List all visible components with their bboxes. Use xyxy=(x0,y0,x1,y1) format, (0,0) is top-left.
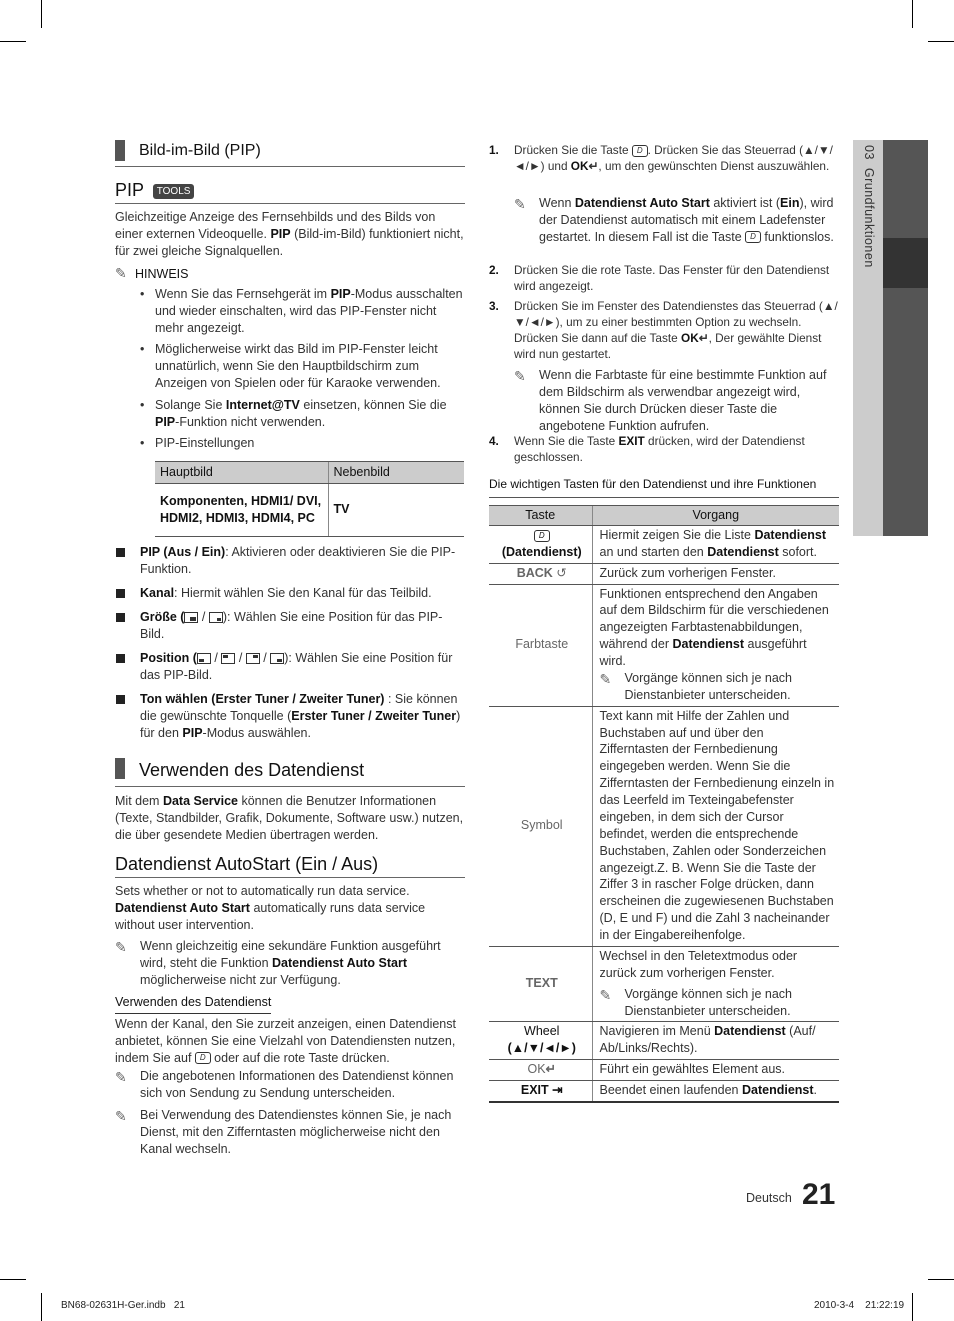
enter-icon: ↵ xyxy=(545,1062,557,1077)
table-row xyxy=(489,706,839,946)
sub-heading: Verwenden des Datendienst xyxy=(115,994,271,1014)
pos-top-left-icon xyxy=(221,653,235,664)
pencil-note-icon: ✎ xyxy=(115,1069,127,1085)
table-row xyxy=(489,1060,839,1081)
pip-settings-table xyxy=(155,461,464,537)
table-row xyxy=(489,1081,839,1102)
table-header: Taste xyxy=(489,506,592,526)
pencil-note-icon: ✎ xyxy=(115,1108,127,1124)
autostart-note: ✎ Wenn gleichzeitig eine sekundäre Funktion ausgeführt wird, steht die Funktion Datendienst Auto Start möglicherweise nicht zur Verfügung. xyxy=(115,939,441,987)
crop-mark xyxy=(41,1293,42,1321)
exit-icon: ⇥ xyxy=(552,1083,563,1097)
desc-cell: Navigieren im Menü Datendienst (Auf/ Ab/Links/Rechts). xyxy=(592,1022,839,1060)
tools-badge: TOOLS xyxy=(153,184,195,200)
table-row xyxy=(489,946,839,1022)
sub-text: Wenn der Kanal, den Sie zurzeit anzeigen, einen Datendienst anbietet, können Sie eine Vielzahl von Datendiensten nutzen, indem Sie auf D oder auf die rote Taste drücken. xyxy=(115,1017,456,1065)
pencil-note-icon: ✎ xyxy=(599,986,612,1003)
footer-language: Deutsch xyxy=(746,1191,792,1205)
crop-mark xyxy=(912,1293,913,1321)
crop-mark xyxy=(928,41,954,42)
key-cell: BACK ↺ xyxy=(489,563,592,584)
datendienst-intro: Mit dem Data Service können die Benutzer Informationen (Texte, Standbilder, Grafik, Dokumente, Software usw.) nutzen, die über gesendete Medien übertragen werden. xyxy=(115,794,464,842)
size-large-icon xyxy=(184,612,198,623)
page-number: 21 xyxy=(802,1178,836,1211)
desc-cell: Funktionen entsprechend den Angaben auf dem Bildschirm für die verschiedenen angezeigten Farbtastenabbildungen, während der Datendienst ausgeführt wird. ✎ Vorgänge können sich je nach Dienstanbieter unterscheiden. xyxy=(592,584,839,706)
keys-table-title: Die wichtigen Tasten für den Datendienst und ihre Funktionen xyxy=(489,476,839,498)
table-cell: Komponenten, HDMI1/ DVI, HDMI2, HDMI3, HDMI4, PC xyxy=(155,483,328,536)
key-cell: Wheel (▲/▼/◄/►) xyxy=(489,1022,592,1060)
chapter-tab-dark xyxy=(883,140,928,536)
keys-table xyxy=(489,505,839,1103)
key-cell: Symbol xyxy=(489,706,592,946)
pos-bottom-left-icon xyxy=(197,653,211,664)
menu-item-groesse: Größe ( / ): Wählen Sie eine Position für das PIP-Bild. xyxy=(115,609,465,643)
pos-bottom-right-icon xyxy=(270,653,284,664)
table-cell: TV xyxy=(328,483,464,536)
key-cell: Farbtaste xyxy=(489,584,592,706)
footer-file: BN68-02631H-Ger.indb 21 xyxy=(61,1300,185,1311)
step-3: 3. Drücken Sie im Fenster des Datendienstes das Steuerrad (▲/▼/◄/►), um zu einer bestimmten Option zu wechseln. Drücken Sie dann auf die Taste OK↵, Der gewählte Dienst wird nun gestartet. xyxy=(489,299,838,361)
menu-item-kanal: Kanal: Hiermit wählen Sie den Kanal für das Teilbild. xyxy=(115,585,465,602)
d-button-icon: D xyxy=(534,530,550,542)
table-row xyxy=(489,584,839,706)
pos-top-right-icon xyxy=(246,653,260,664)
d-button-icon: D xyxy=(632,145,648,157)
d-button-icon: D xyxy=(745,231,761,243)
table-header: Hauptbild xyxy=(155,462,328,484)
menu-item-pip: PIP (Aus / Ein): Aktivieren oder deaktivieren Sie die PIP-Funktion. xyxy=(115,544,465,578)
step-1-note: ✎ Wenn Datendienst Auto Start aktiviert ist (Ein), wird der Datendienst automatisch mit einem Ladefenster gestartet. In diesem Fall ist die Taste D funktionslos. xyxy=(514,196,834,244)
pip-title: PIP TOOLS xyxy=(115,178,465,204)
pencil-note-icon: ✎ xyxy=(514,196,526,212)
step-2: 2. Drücken Sie die rote Taste. Das Fenster für den Datendienst wird angezeigt. xyxy=(489,263,830,293)
pencil-note-icon: ✎ xyxy=(115,939,127,955)
desc-cell: Wechsel in den Teletextmodus oder zurück zum vorherigen Fenster. ✎ Vorgänge können sich je nach Dienstanbieter unterscheiden. xyxy=(592,946,839,1022)
step-3-note: ✎ Wenn die Farbtaste für eine bestimmte Funktion auf dem Bildschirm als verwendbar angezeigt wird, können Sie durch Drücken dieser Taste die angebotene Funktion aufrufen. xyxy=(514,368,827,433)
table-header: Nebenbild xyxy=(328,462,464,484)
desc-cell: Hiermit zeigen Sie die Liste Datendienst an und starten den Datendienst sofort. xyxy=(592,525,839,563)
menu-item-ton: Ton wählen (Erster Tuner / Zweiter Tuner) : Sie können die gewünschte Tonquelle (Erster Tuner / Zweiter Tuner) für den PIP-Modus auswählen. xyxy=(115,691,465,742)
step-1: 1. Drücken Sie die Taste D . Drücken Sie das Steuerrad (▲/▼/◄/►) und OK↵, um den gewünschten Dienst auszuwählen. xyxy=(489,143,833,173)
pencil-note-icon: ✎ xyxy=(115,265,127,281)
table-row xyxy=(489,1022,839,1060)
desc-cell: Text kann mit Hilfe der Zahlen und Buchstaben auf und über den Zifferntasten der Fernbedienung eingegeben werden. Wenn Sie die Zifferntasten der Fernbedienung einzeln in das Leerfeld im Texteingabefenster eingeben, in dem sich der Cursor befindet, werden die entsprechende Buchstaben, Zahlen oder Sonderzeichen angezeigt.Z. B. Wenn Sie die Taste der Ziffer 3 in rascher Folge drücken, dann erscheinen die zugewiesenen Buchstaben (D, E und F) und die Zahl 3 nacheinander in der Eingabereihenfolge. xyxy=(592,706,839,946)
table-row xyxy=(489,525,839,563)
enter-icon: ↵ xyxy=(698,330,709,345)
hinweis-label: ✎ HINWEIS xyxy=(115,265,189,281)
autostart-title: Datendienst AutoStart (Ein / Aus) xyxy=(115,852,465,878)
menu-item-position: Position ( / / / ): Wählen Sie eine Position für das PIP-Bild. xyxy=(115,650,465,684)
section-heading-pip: Bild-im-Bild (PIP) xyxy=(115,140,465,167)
crop-mark xyxy=(928,1279,954,1280)
autostart-text: Sets whether or not to automatically run data service. Datendienst Auto Start automatically runs data service without user intervention. xyxy=(115,884,426,932)
crop-mark xyxy=(0,41,26,42)
crop-mark xyxy=(0,1279,26,1280)
pip-intro: Gleichzeitige Anzeige des Fernsehbilds und des Bilds von einer externen Videoquelle. PIP (Bild-im-Bild) funktioniert nicht, für zwei gleiche Signalquellen. xyxy=(115,210,464,258)
crop-mark xyxy=(41,0,42,28)
key-cell: EXIT ⇥ xyxy=(489,1081,592,1102)
size-small-icon xyxy=(209,612,223,623)
table-header: Vorgang xyxy=(592,506,839,526)
step-4: 4. Wenn Sie die Taste EXIT drücken, wird der Datendienst geschlossen. xyxy=(489,434,805,464)
note: ✎ Die angebotenen Informationen des Datendienst können sich von Sendung zu Sendung unterscheiden. xyxy=(115,1069,454,1100)
chapter-label: 03 Grundfunktionen xyxy=(861,145,876,268)
section-heading-datendienst: Verwenden des Datendienst xyxy=(115,758,465,787)
desc-cell: Zurück zum vorherigen Fenster. xyxy=(592,563,839,584)
key-cell: D (Datendienst) xyxy=(489,525,592,563)
d-button-icon: D xyxy=(195,1052,211,1064)
note: ✎ Bei Verwendung des Datendienstes können Sie, je nach Dienst, mit den Zifferntasten möglicherweise nicht den Kanal wechseln. xyxy=(115,1108,452,1156)
key-cell: TEXT xyxy=(489,946,592,1022)
pencil-note-icon: ✎ xyxy=(514,368,526,384)
pip-bullet: • Solange Sie Internet@TV einsetzen, können Sie die PIP-Funktion nicht verwenden. xyxy=(140,397,465,431)
enter-icon: ↵ xyxy=(588,158,599,173)
footer-date: 2010-3-4 21:22:19 xyxy=(814,1300,905,1311)
desc-cell: Beendet einen laufenden Datendienst. xyxy=(592,1081,839,1102)
crop-mark xyxy=(912,0,913,28)
key-cell: OK↵ xyxy=(489,1060,592,1081)
pencil-note-icon: ✎ xyxy=(599,670,612,687)
chapter-tab-marker xyxy=(883,238,928,288)
back-icon: ↺ xyxy=(556,565,567,580)
desc-cell: Führt ein gewähltes Element aus. xyxy=(592,1060,839,1081)
pip-bullet: • PIP-Einstellungen xyxy=(140,435,465,452)
pip-bullet: • Wenn Sie das Fernsehgerät im PIP-Modus ausschalten und wieder einschalten, wird das PIP-Fenster nicht mehr angezeigt. xyxy=(140,286,465,337)
table-row xyxy=(489,563,839,584)
pip-bullet: • Möglicherweise wirkt das Bild im PIP-Fenster leicht unnatürlich, wenn Sie den Hauptbildschirm zum Anzeigen von Spielen oder für Karaoke verwenden. xyxy=(140,341,465,392)
